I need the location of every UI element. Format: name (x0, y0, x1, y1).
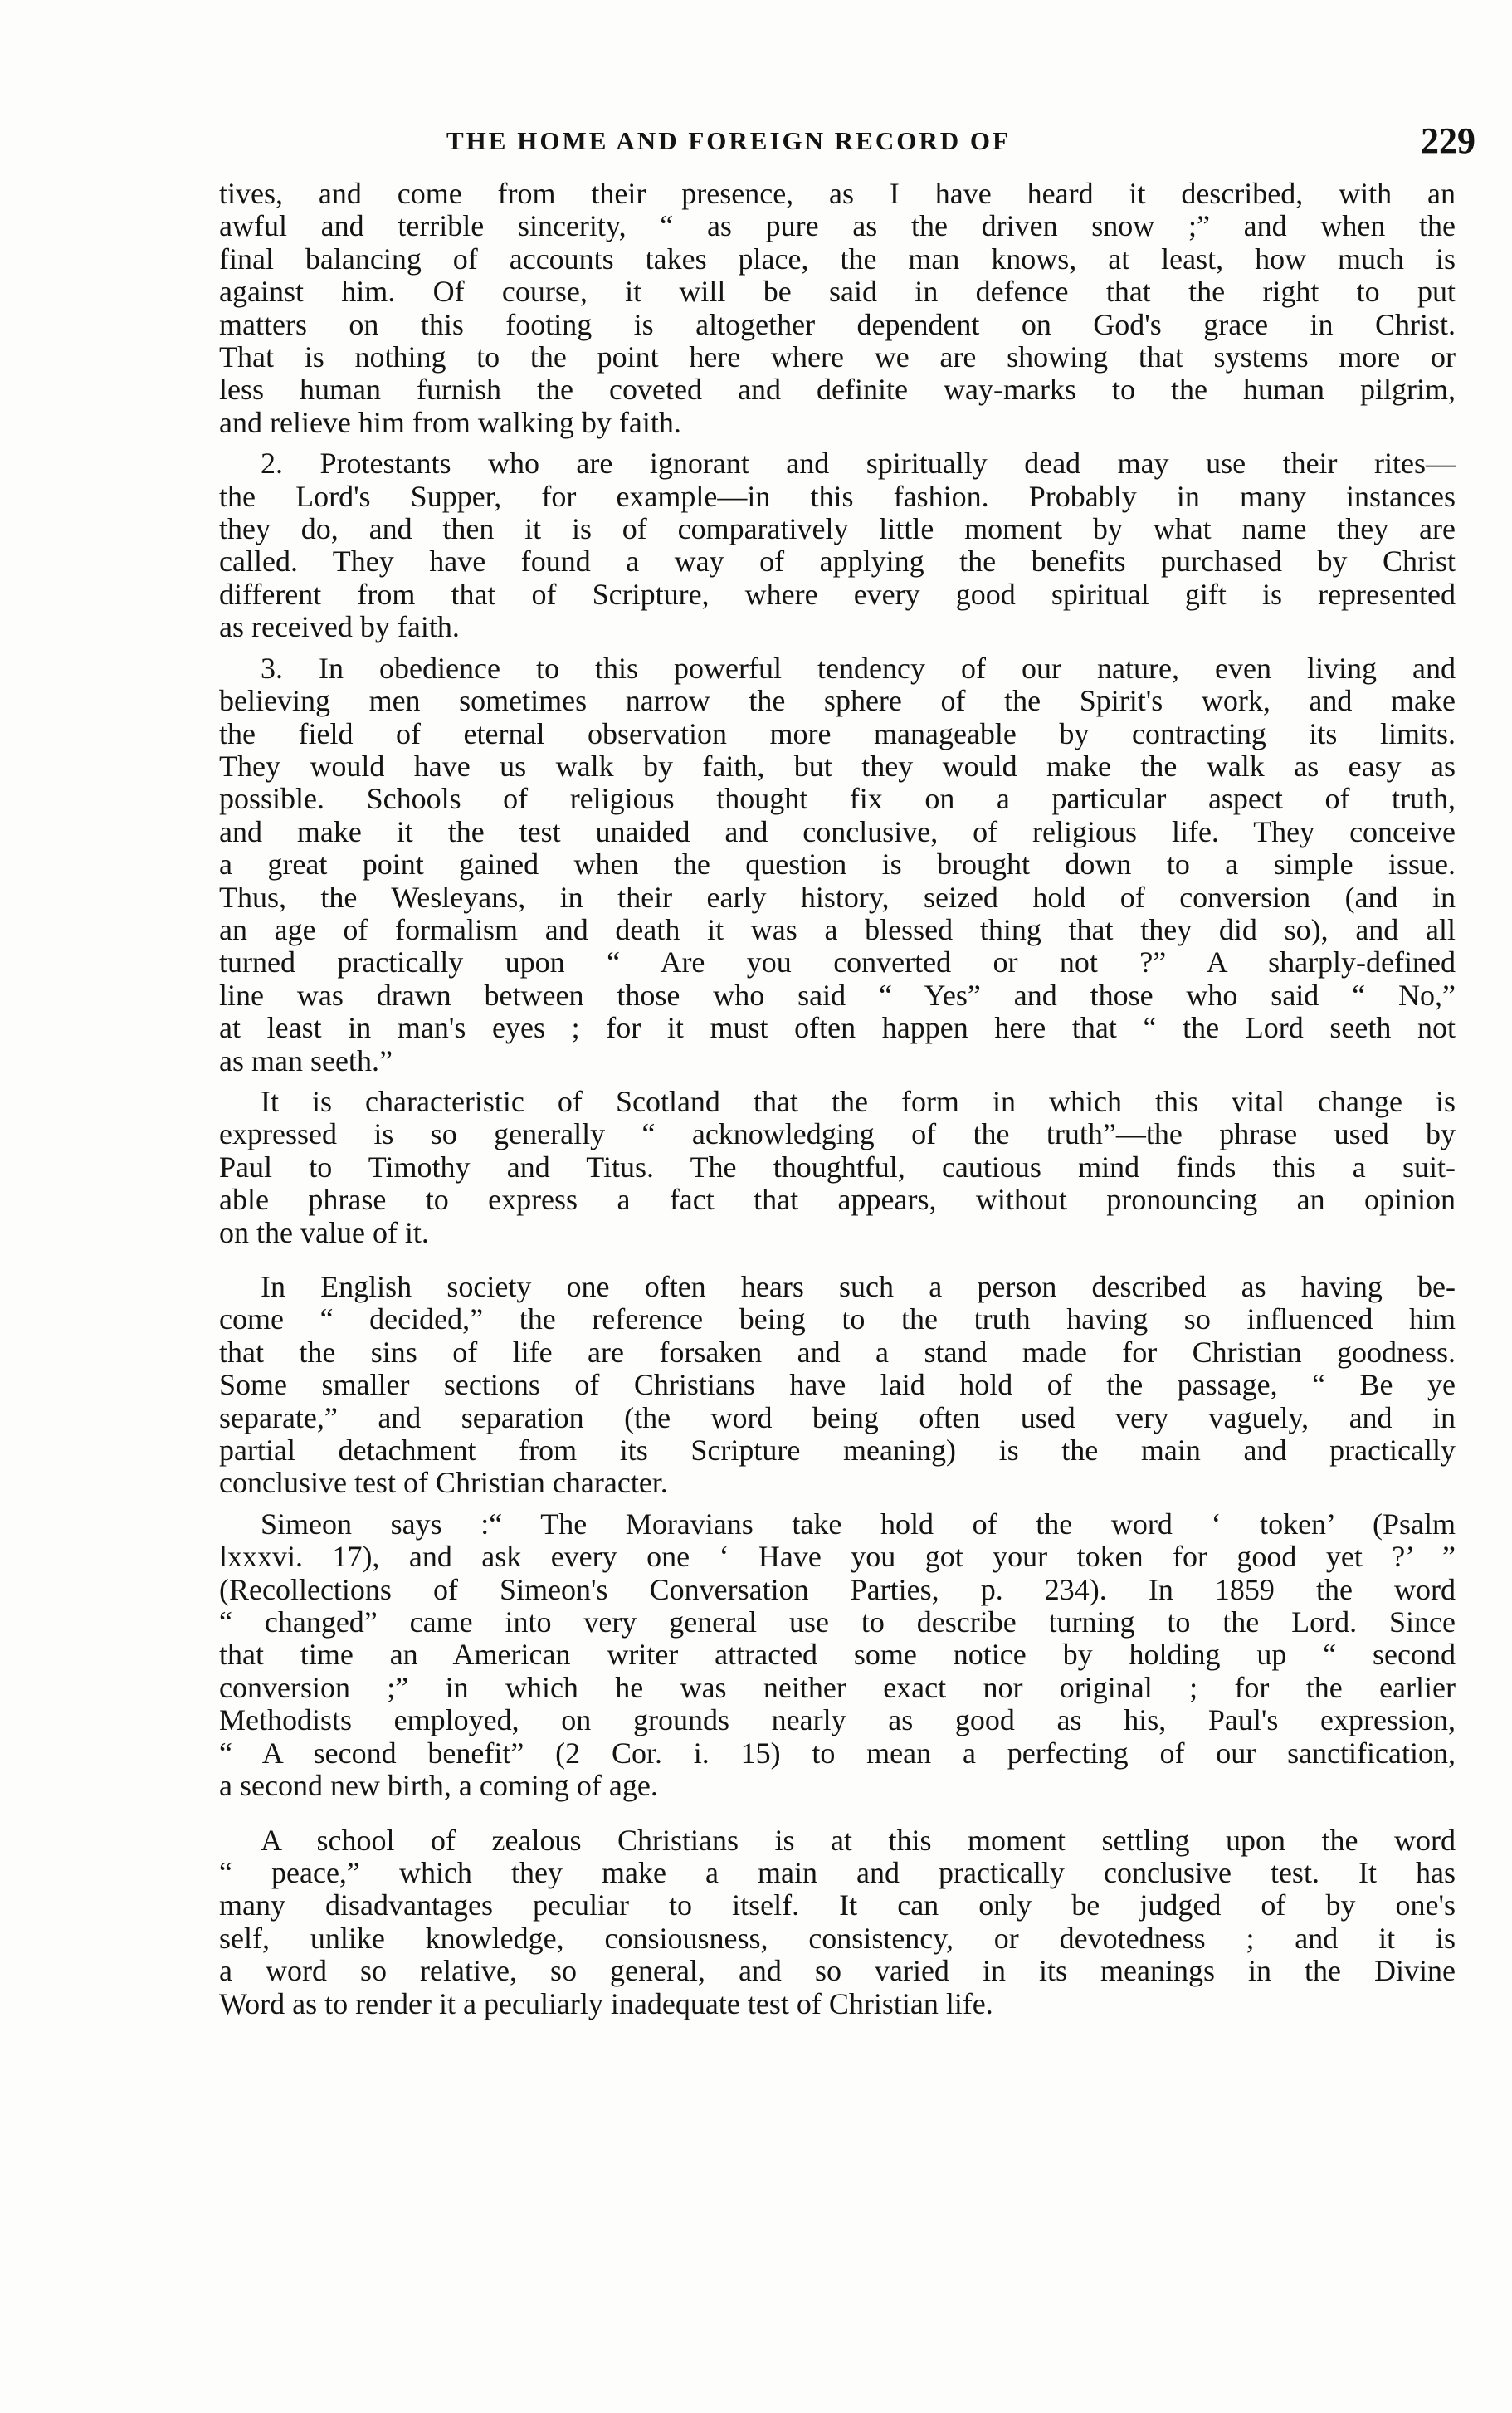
text-line: as received by faith. (219, 611, 460, 644)
body-text (219, 178, 1456, 2020)
text-line: come “ decided,” the reference being to the truth having so influenced him (219, 1303, 1456, 1336)
text-line: lxxxvi. 17), and ask every one ‘ Have you got your token for good yet ?’ ” (219, 1541, 1456, 1574)
text-line: “ peace,” which they make a main and practically conclusive test. It has (219, 1856, 1456, 1889)
paragraph-1 (219, 178, 1456, 439)
page-number: 229 (1421, 120, 1475, 161)
text-line: different from that of Scripture, where every good spiritual gift is represented (219, 578, 1456, 611)
paragraph-6 (219, 1508, 1456, 1803)
text-line: tives, and come from their presence, as I have heard it described, with an (219, 178, 1456, 210)
text-line: A school of zealous Christians is at this moment settling upon the word (261, 1824, 1456, 1857)
text-line: called. They have found a way of applying the benefits purchased by Christ (219, 545, 1456, 579)
text-line: (Recollections of Simeon's Conversation Parties, p. 234). In 1859 the word (219, 1573, 1456, 1606)
paragraph-2 (219, 447, 1456, 643)
text-line: 2. Protestants who are ignorant and spiritually dead may use their rites— (261, 447, 1456, 481)
text-line: partial detachment from its Scripture meaning) is the main and practically (219, 1434, 1456, 1468)
text-line: believing men sometimes narrow the sphere of the Spirit's work, and make (219, 685, 1456, 718)
running-head (222, 116, 1475, 166)
text-line: the Lord's Supper, for example—in this fashion. Probably in many instances (219, 480, 1456, 513)
running-title: THE HOME AND FOREIGN RECORD OF (446, 126, 1011, 155)
paragraph-4 (219, 1086, 1456, 1249)
text-line: able phrase to express a fact that appears, without pronouncing an opinion (219, 1184, 1456, 1217)
text-line: an age of formalism and death it was a blessed thing that they did so), and all (219, 913, 1456, 946)
text-line: “ A second benefit” (2 Cor. i. 15) to mean a perfecting of our sanctification, (219, 1736, 1456, 1770)
paragraph-7 (219, 1824, 1456, 2020)
text-line: that time an American writer attracted some notice by holding up “ second (219, 1639, 1456, 1672)
text-line: Word as to render it a peculiarly inadequate test of Christian life. (219, 1987, 993, 2020)
text-line: matters on this footing is altogether dependent on God's grace in Christ. (219, 308, 1456, 341)
text-line: turned practically upon “ Are you converted or not ?” A sharply-defined (219, 946, 1456, 979)
text-line: Simeon says :“ The Moravians take hold of the word ‘ token’ (Psalm (261, 1507, 1456, 1541)
text-line: separate,” and separation (the word being often used very vaguely, and in (219, 1401, 1456, 1434)
text-line: as man seeth.” (219, 1044, 393, 1077)
text-line: self, unlike knowledge, consiousness, consistency, or devotedness ; and it is (219, 1922, 1456, 1955)
text-line: In English society one often hears such a person described as having be- (261, 1271, 1456, 1303)
text-line: Methodists employed, on grounds nearly as good as his, Paul's expression, (219, 1704, 1456, 1737)
text-line: and make it the test unaided and conclusive, of religious life. They conceive (219, 815, 1456, 848)
text-line: possible. Schools of religious thought fix on a particular aspect of truth, (219, 783, 1456, 816)
text-line: “ changed” came into very general use to describe turning to the Lord. Since (219, 1606, 1456, 1639)
text-line: Some smaller sections of Christians have laid hold of the passage, “ Be ye (219, 1369, 1456, 1402)
text-line: awful and terrible sincerity, “ as pure as the driven snow ;” and when the (219, 210, 1456, 243)
paragraph-3 (219, 652, 1456, 1077)
text-line: It is characteristic of Scotland that the form in which this vital change is (261, 1085, 1456, 1118)
text-line: and relieve him from walking by faith. (219, 406, 681, 439)
text-line: conclusive test of Christian character. (219, 1467, 668, 1500)
text-line: expressed is so generally “ acknowledging of the truth”—the phrase used by (219, 1118, 1456, 1151)
text-line: against him. Of course, it will be said in defence that the right to put (219, 276, 1456, 309)
text-line: line was drawn between those who said “ Yes” and those who said “ No,” (219, 979, 1456, 1012)
text-line: a second new birth, a coming of age. (219, 1770, 658, 1803)
text-line: a great point gained when the question is brought down to a simple issue. (219, 848, 1456, 882)
text-line: less human furnish the coveted and definite way-marks to the human pilgrim, (219, 374, 1456, 407)
text-line: that the sins of life are forsaken and a stand made for Christian goodness. (219, 1336, 1456, 1369)
text-line: the field of eternal observation more manageable by contracting its limits. (219, 717, 1456, 750)
text-line: Paul to Timothy and Titus. The thoughtful, cautious mind finds this a suit- (219, 1150, 1456, 1184)
text-line: They would have us walk by faith, but they would make the walk as easy as (219, 750, 1456, 783)
text-line: final balancing of accounts takes place, the man knows, at least, how much is (219, 242, 1456, 276)
text-line: at least in man's eyes ; for it must often happen here that “ the Lord seeth not (219, 1012, 1456, 1045)
text-line: they do, and then it is of comparatively little moment by what name they are (219, 513, 1456, 546)
text-line: many disadvantages peculiar to itself. It can only be judged of by one's (219, 1889, 1456, 1922)
text-line: 3. In obedience to this powerful tendency of our nature, even living and (261, 652, 1456, 685)
text-line: That is nothing to the point here where we are showing that systems more or (219, 341, 1456, 374)
text-line: Thus, the Wesleyans, in their early history, seized hold of conversion (and in (219, 881, 1456, 914)
text-line: conversion ;” in which he was neither exact nor original ; for the earlier (219, 1671, 1456, 1704)
text-line: a word so relative, so general, and so varied in its meanings in the Divine (219, 1955, 1456, 1988)
text-line: on the value of it. (219, 1216, 429, 1249)
paragraph-5 (219, 1271, 1456, 1500)
